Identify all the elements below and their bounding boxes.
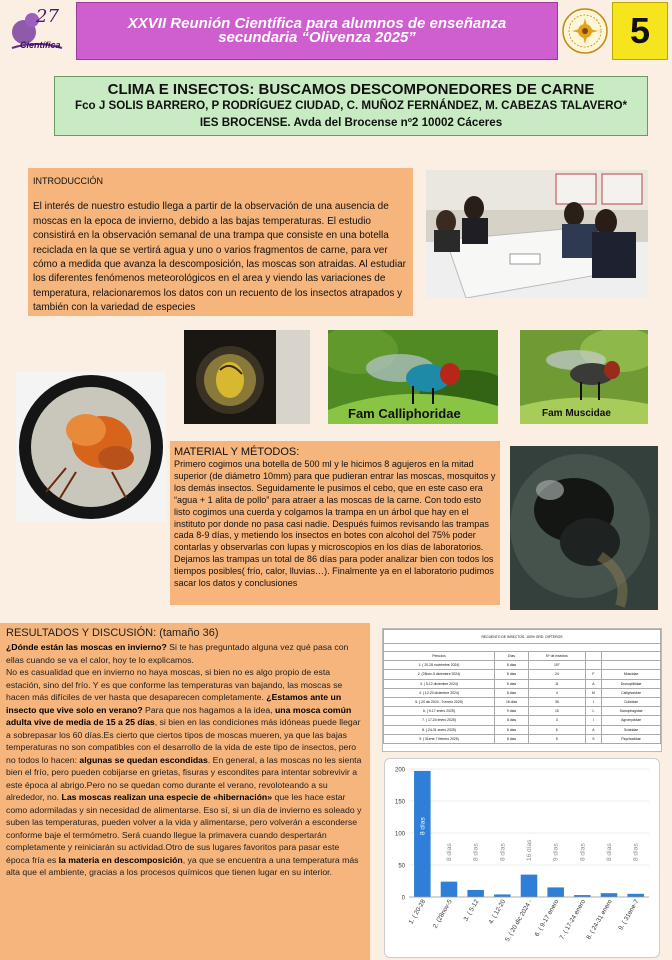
x-tick-label: 7. ( 17-24 enero [558,898,588,941]
x-tick-label: 6. ( 9-17 enero [533,898,561,938]
poster-institution: IES BROCENSE. Avda del Brocense nº2 10002 Cáceres [199,116,503,129]
table-cell: L [585,707,602,716]
bar-data-label: 9 días [552,843,560,861]
table-cell: 8 días [494,661,528,670]
table-header-cell [602,652,661,661]
table-header-cell: Nº de insectos [529,652,586,661]
fly-closeup-photo [510,446,658,610]
results-discussion-section [0,623,370,960]
bar-data-label: 8 días [606,843,613,861]
table-cell: 8 días [494,734,528,743]
results-question-1: ¿Dónde están las moscas en invierno? [6,642,167,652]
table-cell: 5. ( 20 dic 2024 - 9 enero 2025) [384,697,495,706]
table-header-row [384,652,661,661]
results-paragraph-1 [6,641,364,666]
results-heading: RESULTADOS Y DISCUSIÓN: (tamaño 36) [6,627,219,639]
table-row [384,670,661,679]
calliphoridae-photo [328,330,498,424]
materials-heading: MATERIAL Y MÉTODOS: [174,446,300,458]
table-cell: 16 días [494,697,528,706]
poster-authors: Fco J SOLIS BARRERO, P RODRÍGUEZ CIUDAD, C. MUÑOZ FERNÁNDEZ, M. CABEZAS TALAVERO* [74,99,627,112]
y-tick-label: 200 [394,767,405,774]
insect-count-table-box [382,628,662,752]
table-cell: I [585,697,602,706]
table-cell: 8 días [494,716,528,725]
table-row [384,734,661,743]
chart-bar [441,882,458,897]
table-cell: F [585,670,602,679]
table-cell [585,661,602,670]
students-classroom-photo [426,170,648,298]
bar-data-label: 8 días [579,843,587,861]
table-cell: 8. ( 24-31 enero 2025) [384,725,495,734]
conference-title-line1: XXVII Reunión Científica para alumnos de enseñanza [127,15,507,32]
calliphoridae-caption: Fam Calliphoridae [348,406,461,421]
results-bold: una mosca común adulta vive de media de 15 a 25 días [6,704,352,727]
table-cell: 8 días [494,688,528,697]
table-cell: Psychodidae [602,734,661,743]
table-row [384,697,661,706]
poster-number-badge: 5 [612,2,668,60]
x-tick-label: 1. ( 20-28 [407,898,428,926]
table-header-cell: Periodos [384,652,495,661]
table-cell: 8 días [494,725,528,734]
table-cell: Culicidae [602,697,661,706]
table-cell [602,661,661,670]
table-cell: Agromyzidae [602,716,661,725]
results-text: , ya que se encuentra a una temperatura más alta que el ambiente, gracias a los procesos químicos que tienen lugar en su interior. [6,854,359,877]
title-block [54,76,648,136]
table-cell: 24 [529,670,586,679]
table-spacer [384,644,661,652]
table-cell: 35 [529,697,586,706]
table-cell: 9. ( 31ene-7 febrero 2025) [384,734,495,743]
conference-title-line2: secundaria “Olivenza 2025” [218,29,416,46]
chart-bar [601,893,618,897]
logo-word: Científica [20,40,61,50]
results-paragraph-2 [6,666,364,879]
table-cell: Sciaridae [602,725,661,734]
muscidae-photo [520,330,648,424]
chart-bar [521,875,538,897]
introduction-heading: INTRODUCCIÓN [33,176,103,186]
x-tick-label: 4. ( 12-20 [487,898,508,926]
results-text: . En general, a las moscas no les sienta bien el frío, pero pueden cobijarse en grietas, fisuras y escondites para intentar sobrevivir a este época al abrigo.Pero no se quedan como durante el verano, revoloteando a su alrededor, no. [6,754,362,802]
x-tick-label: 3. ( 5-12 [462,898,481,923]
ies-brocense-seal [560,2,610,60]
results-bold: ¿Estamos ante un insecto que vive solo en verano? [6,692,342,715]
x-tick-label: 2. (28nov-5 [431,898,454,930]
muscidae-caption: Fam Muscidae [542,408,611,419]
materials-body: Primero cogimos una botella de 500 ml y le hicimos 8 agujeros en la mitad superior (de diámetro 10mm) para que pudieran entrar las moscas, mosquitos y los demás insectos. Seguidamente le pusimos el cebo, que en este caso era “agua + 1 alita de pollo” para atraer a las moscas de la carne. Con todo esto listo cogimos una cuerda y colgamos la trampa en un árbol que hay en el instituto por donde no pasa casi nadie. Después fuimos revisando las trampas cada 8-9 días, y metiendo los insectos en botes con alcohol del 75% poder contarlas y observarlas con lupas y microscopios en los días de laboratorios. Dejamos las trampas un total de 86 días para poder analizar bien con todos los tiempos posibles( frío, calor, lluvias…). Finalmente ya en el laboratorio pudimos sacar los datos y conclusiones [174,459,496,589]
table-body [384,661,661,744]
table-cell: 11 [529,679,586,688]
bar-data-label: 8 días [632,843,640,861]
results-bold: la materia en descomposición [58,854,183,865]
results-text: Si te has preguntado alguna vez qué pasa con ellas cuando se va el calor, hoy te lo explicamos. [6,642,349,665]
x-tick-label: 8. ( 24-31 enero [585,898,614,941]
reunion-cientifica-logo [6,4,68,60]
chart-bar [627,894,644,897]
insect-count-table [383,629,661,744]
bar-data-label: 16 días [526,839,533,861]
x-tick-label: 9. ( 31ene-7 [617,898,641,932]
results-bold: algunas se quedan escondidas [79,754,208,765]
y-tick-label: 0 [401,895,405,902]
table-header-cell: Días [494,652,528,661]
table-cell: A [585,679,602,688]
logo-number: 27 [36,6,59,27]
table-row [384,716,661,725]
table-cell: 197 [529,661,586,670]
bar-data-label: 8 días [446,843,453,861]
x-tick-label: 5. ( 20 dic 2024 - [504,898,534,943]
table-row [384,679,661,688]
introduction-section [28,168,413,316]
y-tick-label: 100 [394,831,405,838]
results-text: que les hace estar como adormiladas y sin necesidad de alimentarse. Eso sí, si un día de invierno es soleado y suben las temperaturas, pueden volver a la vida y alimentarse, pero volverán a esconderse conforme baje el termómetro. Será cuando llegue la primavera cuando despertarán completamente y reiniciarán su actividad.Otro de sus lugares favoritos para pasar este época fría es [6,792,362,865]
table-cell: Calliphoridae [602,688,661,697]
table-cell: 4 [529,688,586,697]
table-cell: 8 días [494,670,528,679]
table-cell: Muscidae [602,670,661,679]
table-cell: 2. (28nov-5 diciembre 2024) [384,670,495,679]
table-title: RECUENTO DE INSECTOS. 100% ORD. DIPTEROS [384,630,661,644]
y-tick-label: 150 [394,799,405,806]
table-cell: 15 [529,707,586,716]
results-text: , si bien en las condiciones más idóneas puede llegar a sobrepasar los 60 días.Es cierto que ciertos tipos de moscas mueren, ya que las bajas temperaturas no son compatibles con el desarrollo de la vida de este tipo de insectos, pero no todos lo hacen: [6,717,361,765]
table-cell: 5 [529,734,586,743]
table-cell: 1. ( 20-28 noviembre 2024) [384,661,495,670]
insect-count-chart [384,758,660,958]
table-cell: 3 [529,716,586,725]
introduction-body: El interés de nuestro estudio llega a partir de la observación de una ausencia de moscas en la epoca de invierno, debido a las bajas temperaturas. El estudio consistirá en la observación semanal de una trampa que consiste en una botella reciclada en la que se vertirá agua y uno o varios fragmentos de carne, para ver cómo a medida que avanza la descomposición, las moscas son atraidas. Al estudiar los diferentes fenómenos meteorológicos en el area y viendo las variaciones de temperatura, relacionaremos los datos con un recuento de los insectos atrapados y también con la variedad de especies [33,201,406,314]
conference-title-banner [76,2,558,60]
table-row [384,661,661,670]
bar-data-label: 8 días [419,817,427,835]
table-row [384,725,661,734]
table-row [384,688,661,697]
table-cell: 4. ( 12-20 diciembre 2024) [384,688,495,697]
table-cell: I [585,716,602,725]
bar-data-label: 8 días [472,843,480,861]
table-cell: 6. ( 9-17 enero 2025) [384,707,495,716]
chart-svg [385,759,661,959]
table-row [384,707,661,716]
table-cell: Sarcophagidae [602,707,661,716]
microscope-view-photo-2 [16,372,166,522]
table-cell: M [585,688,602,697]
table-cell: A [585,725,602,734]
bar-data-label: 8 días [499,843,507,861]
table-cell: 9 días [494,707,528,716]
results-bold: Las moscas realizan una especie de «hibernación» [61,792,273,802]
table-cell: 7. ( 17-24 enero 2025) [384,716,495,725]
materials-methods-section [170,441,500,605]
chart-bar [467,890,484,897]
y-tick-label: 50 [398,863,405,870]
poster-title: CLIMA E INSECTOS: BUSCAMOS DESCOMPONEDORES DE CARNE [107,81,595,98]
table-cell: S [585,734,602,743]
table-cell: 6 [529,725,586,734]
table-cell: Drosophilidae [602,679,661,688]
microscope-view-photo-1 [184,330,310,424]
table-header-cell [585,652,602,661]
table-cell: 8 días [494,679,528,688]
table-cell: 3. ( 5-12 diciembre 2024) [384,679,495,688]
chart-bar [547,887,564,897]
results-text: Para que nos hagamos a la idea, [142,704,275,715]
results-text: No es casualidad que en invierno no haya moscas, si bien no es algo propio de esta estación, sino del frío. Y es que conforme las temperaturas van bajando, las moscas se hacen más difíciles de ver hasta que desaparecen completamente. [6,667,343,702]
